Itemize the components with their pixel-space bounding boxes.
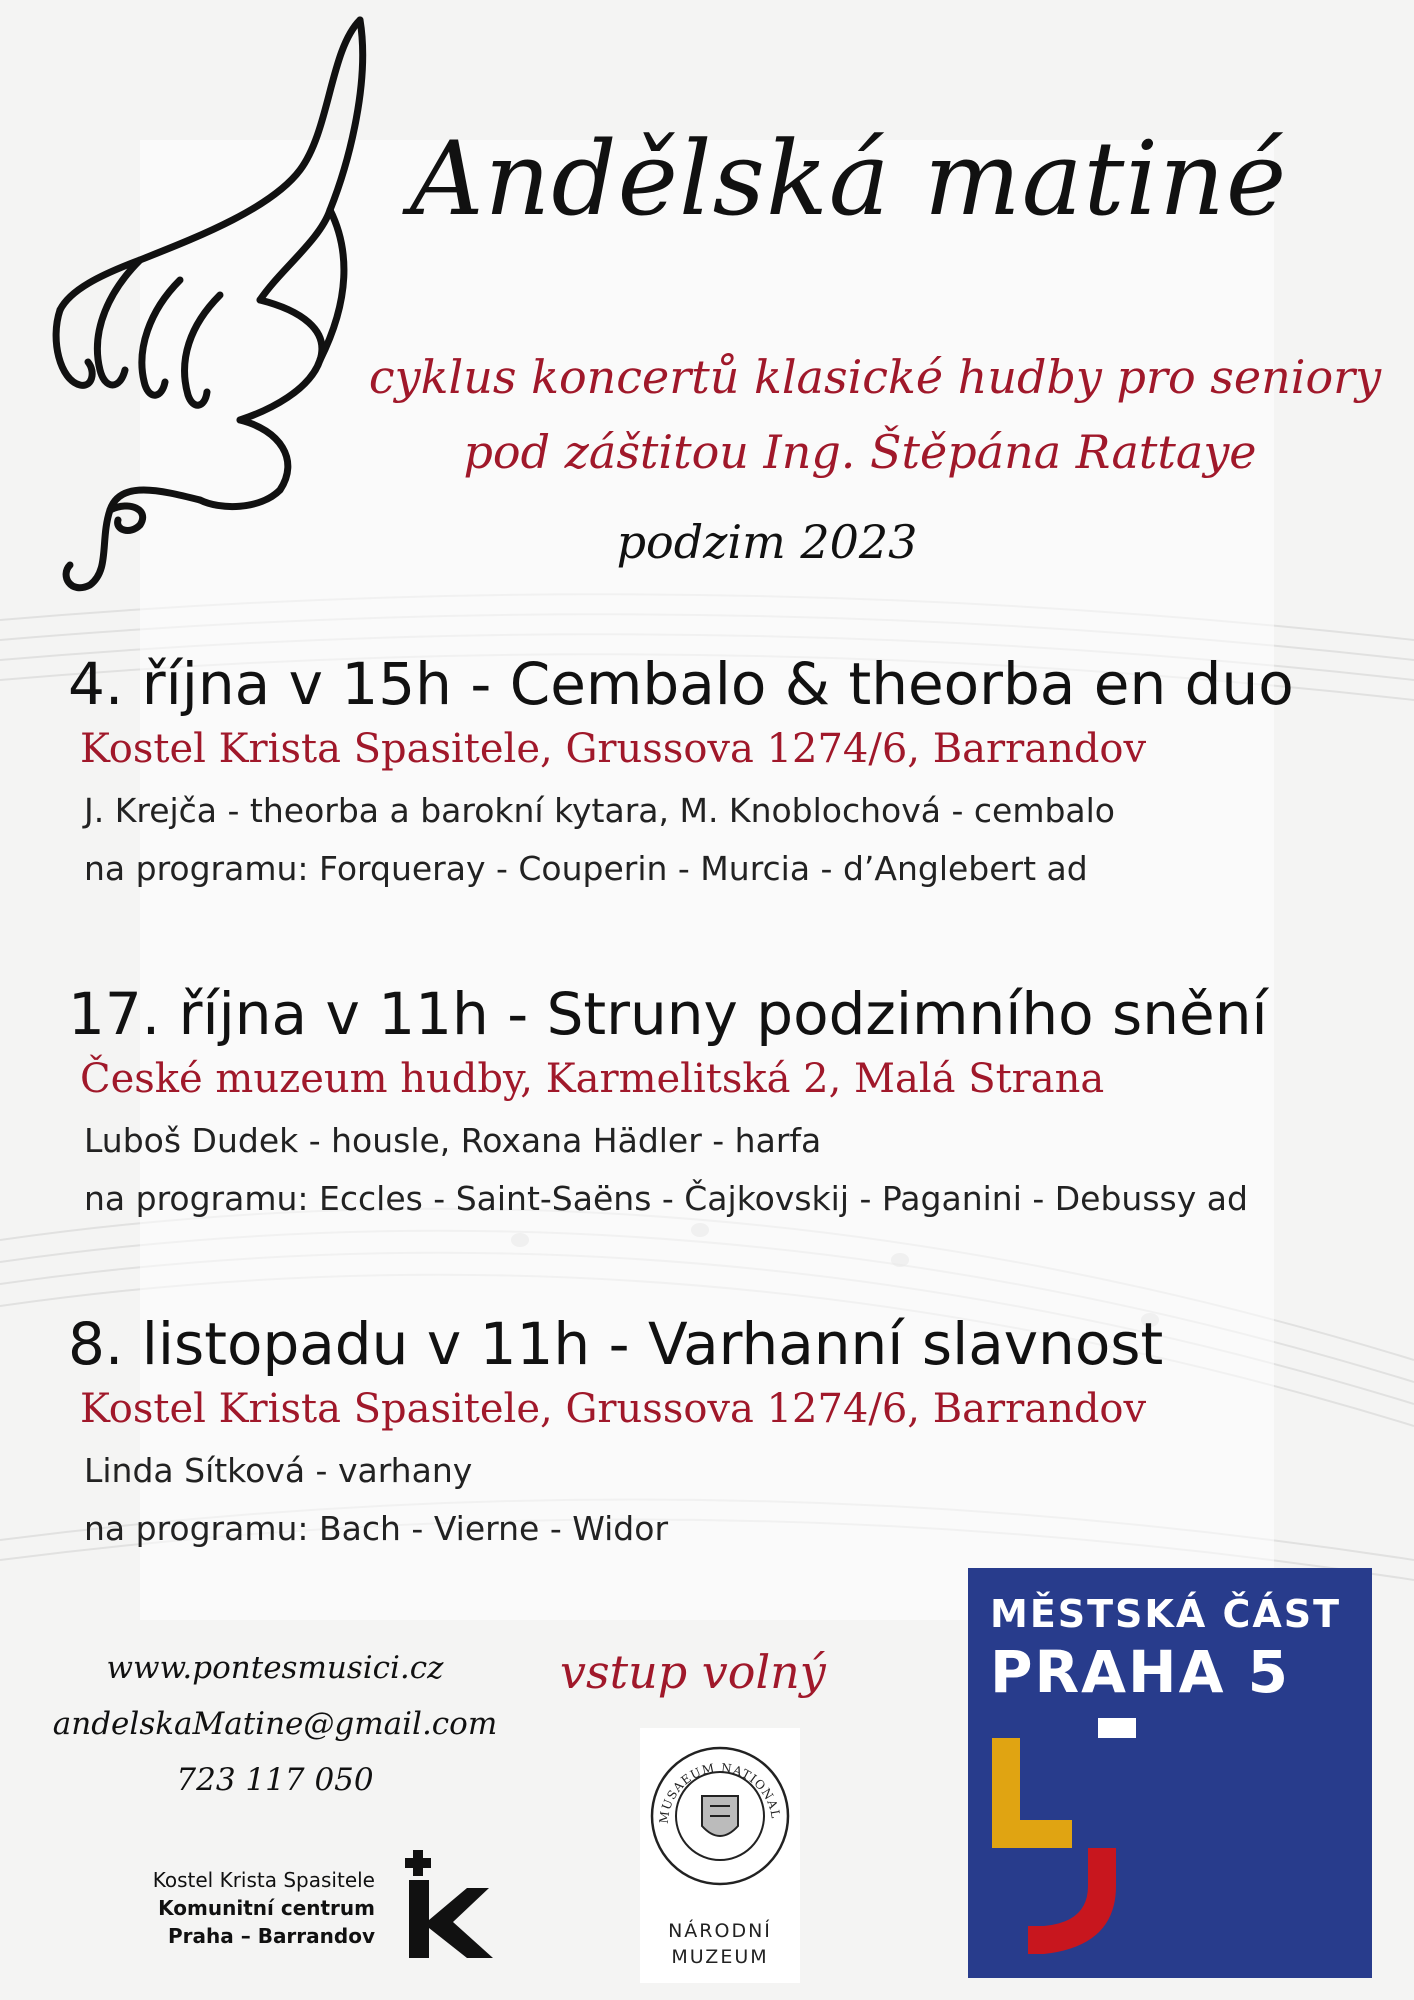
event-performers: J. Krejča - theorba a barokní kytara, M. Knoblochová - cembalo: [84, 791, 1115, 830]
event-program: na programu: Bach - Vierne - Widor: [84, 1509, 669, 1548]
contact-block: [40, 1640, 510, 1808]
praha5-line-1: MĚSTSKÁ ČÁST: [990, 1592, 1342, 1636]
event-program: na programu: Forqueray - Couperin - Murcia - d’Anglebert ad: [84, 849, 1088, 888]
angel-wing-icon: [30, 10, 390, 600]
event-2: [68, 980, 1388, 1228]
email-link[interactable]: andelskaMatine@gmail.com: [52, 1706, 498, 1742]
free-entry-label: vstup volný: [560, 1645, 826, 1699]
event-venue: Kostel Krista Spasitele, Grussova 1274/6, Barrandov: [80, 1386, 1147, 1432]
kostel-logo-text: [110, 1866, 375, 1950]
event-3: [68, 1310, 1388, 1558]
website-link[interactable]: www.pontesmusici.cz: [106, 1650, 444, 1686]
subtitle-patronage: pod záštitou Ing. Štěpána Rattaye: [463, 425, 1257, 479]
museum-seal-icon: [640, 1728, 800, 1898]
event-venue: Kostel Krista Spasitele, Grussova 1274/6, Barrandov: [80, 726, 1147, 772]
narodni-muzeum-text: [640, 1918, 800, 1970]
praha5-line-2: PRAHA 5: [990, 1638, 1291, 1706]
nm-line-1: NÁRODNÍ: [668, 1920, 772, 1942]
event-heading: 4. října v 15h - Cembalo & theorba en duo: [68, 650, 1294, 718]
phone-number: 723 117 050: [176, 1762, 374, 1798]
svg-text:MUSAEUM NATIONALE 1818: MUSAEUM NATIONAL: [656, 1760, 783, 1825]
season-label: podzim 2023: [616, 515, 918, 569]
event-program: na programu: Eccles - Saint-Saëns - Čajkovskij - Paganini - Debussy ad: [84, 1179, 1248, 1218]
event-heading: 8. listopadu v 11h - Varhanní slavnost: [68, 1310, 1164, 1378]
kostel-subtitle: Komunitní centrum: [158, 1896, 375, 1920]
page-title: Andělská matiné: [410, 120, 1288, 239]
kostel-location: Praha – Barrandov: [168, 1924, 375, 1948]
event-performers: Linda Sítková - varhany: [84, 1451, 473, 1490]
nm-line-2: MUZEUM: [671, 1946, 769, 1968]
event-1: [68, 650, 1388, 898]
event-heading: 17. října v 11h - Struny podzimního snění: [68, 980, 1268, 1048]
kostel-k-logo-icon: [405, 1850, 495, 1960]
event-performers: Luboš Dudek - housle, Roxana Hädler - harfa: [84, 1121, 822, 1160]
event-venue: České muzeum hudby, Karmelitská 2, Malá Strana: [80, 1056, 1105, 1102]
praha5-logo: [968, 1568, 1372, 1978]
kostel-name: Kostel Krista Spasitele: [152, 1868, 375, 1892]
subtitle-series: cyklus koncertů klasické hudby pro seniory: [368, 350, 1382, 404]
praha5-emblem-icon: [988, 1718, 1148, 1968]
